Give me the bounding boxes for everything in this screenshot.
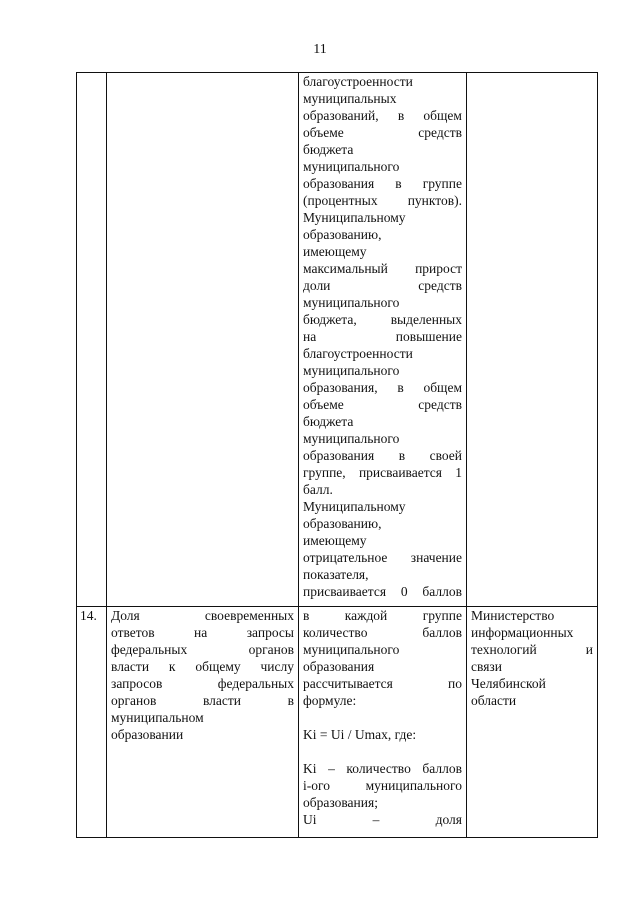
word: группе	[422, 176, 462, 191]
word: муниципального	[303, 295, 400, 310]
word: –	[328, 761, 335, 776]
word: группе	[422, 608, 462, 623]
word: i-ого	[303, 778, 330, 793]
text-line	[111, 726, 294, 743]
text-line	[303, 675, 462, 692]
word: общем	[423, 108, 462, 123]
word: Министерство	[471, 608, 555, 623]
word: Челябинской	[471, 676, 546, 691]
blank-line	[303, 709, 462, 726]
text-line	[471, 607, 593, 624]
text-line	[303, 777, 462, 794]
word: и	[585, 642, 593, 657]
text-line	[303, 311, 462, 328]
text-line	[471, 641, 593, 658]
text-line	[111, 624, 294, 641]
word: в	[395, 176, 402, 191]
word: муниципального	[365, 778, 462, 793]
word: в	[397, 380, 404, 395]
word: своевременных	[204, 608, 294, 623]
word: ответов	[111, 625, 155, 640]
word: средств	[418, 278, 462, 293]
word: общем	[423, 380, 462, 395]
word: присваивается	[358, 465, 442, 480]
word: образования	[303, 176, 375, 191]
text-line	[303, 226, 462, 243]
text-line	[303, 760, 462, 777]
word: бюджета	[303, 414, 354, 429]
word: связи	[471, 659, 502, 674]
word: Ki	[303, 761, 317, 776]
word: общему	[195, 659, 241, 674]
text-line	[303, 277, 462, 294]
word: муниципального	[303, 642, 400, 657]
word: (процентных	[303, 193, 378, 208]
text-line	[303, 726, 462, 743]
text-line	[303, 430, 462, 447]
row2-indicator-cell	[107, 607, 299, 838]
word: на	[303, 329, 317, 344]
row2-responsible-cell	[467, 607, 598, 838]
row1-responsible-cell	[467, 73, 598, 607]
word: каждой	[344, 608, 388, 623]
text-line	[303, 124, 462, 141]
text-line	[303, 209, 462, 226]
word: образования	[303, 659, 375, 674]
text-line	[303, 607, 462, 624]
text-line	[303, 328, 462, 345]
text-line	[303, 481, 462, 498]
word: выделенных	[390, 312, 462, 327]
text-line	[111, 641, 294, 658]
word: в	[303, 608, 310, 623]
word: баллов	[422, 761, 462, 776]
word: бюджета	[303, 142, 354, 157]
word: пунктов).	[407, 193, 462, 208]
text-line	[303, 345, 462, 362]
word: запросов	[111, 676, 163, 691]
word: Муниципальному	[303, 499, 406, 514]
word: группе,	[303, 465, 346, 480]
text-line	[471, 624, 593, 641]
word: бюджета,	[303, 312, 357, 327]
word: федеральных	[111, 642, 188, 657]
word: средств	[418, 125, 462, 140]
text-line	[303, 498, 462, 515]
word: образованию,	[303, 227, 382, 242]
text-line	[303, 260, 462, 277]
text-line	[111, 709, 294, 726]
word: благоустроенности	[303, 346, 413, 361]
word: по	[448, 676, 462, 691]
word: формуле:	[303, 693, 357, 708]
table-row	[77, 73, 598, 607]
text-line	[303, 90, 462, 107]
word: власти	[202, 693, 242, 708]
word: числу	[260, 659, 294, 674]
word: присваивается	[303, 584, 387, 599]
word: количество	[346, 761, 411, 776]
row1-method-cell	[299, 73, 467, 607]
word: своей	[429, 448, 462, 463]
text-line	[303, 532, 462, 549]
word: показателя,	[303, 567, 369, 582]
word: средств	[418, 397, 462, 412]
word: информационных	[471, 625, 574, 640]
word: Доля	[111, 608, 140, 623]
word: органов	[111, 693, 157, 708]
text-line	[111, 692, 294, 709]
row1-indicator-cell	[107, 73, 299, 607]
text-line	[303, 192, 462, 209]
text-line	[111, 658, 294, 675]
text-line	[303, 811, 462, 828]
text-line	[303, 73, 462, 90]
word: балл.	[303, 482, 333, 497]
word: в	[398, 448, 406, 463]
word: в	[287, 693, 294, 708]
word: муниципального	[303, 159, 400, 174]
word: Ki = Ui / Umax, где:	[303, 727, 417, 742]
word: имеющему	[303, 244, 367, 259]
word: образования	[303, 448, 375, 463]
word: благоустроенности	[303, 74, 413, 89]
text-line	[303, 549, 462, 566]
row1-number-cell	[77, 73, 107, 607]
text-line	[303, 658, 462, 675]
word: образованию,	[303, 516, 382, 531]
word: максимальный	[303, 261, 388, 276]
word: муниципальных	[303, 91, 397, 106]
blank-line	[303, 743, 462, 760]
text-line	[303, 379, 462, 396]
word: прирост	[415, 261, 462, 276]
text-line	[303, 566, 462, 583]
text-line	[303, 692, 462, 709]
text-line	[303, 175, 462, 192]
text-line	[303, 243, 462, 260]
word: образования,	[303, 380, 378, 395]
text-line	[471, 675, 593, 692]
text-line	[303, 362, 462, 379]
word: образований,	[303, 108, 379, 123]
word: отрицательное	[303, 550, 388, 565]
row2-method-cell	[299, 607, 467, 838]
word: объеме	[303, 125, 344, 140]
word: имеющему	[303, 533, 367, 548]
text-line	[303, 107, 462, 124]
word: образования;	[303, 795, 378, 810]
word: 1	[455, 465, 462, 480]
text-line	[303, 583, 462, 600]
table-row	[77, 607, 598, 838]
word: образовании	[111, 727, 184, 742]
text-line	[303, 413, 462, 430]
text-line	[303, 294, 462, 311]
word: технологий	[471, 642, 537, 657]
word: количество	[303, 625, 368, 640]
word: федеральных	[217, 676, 294, 691]
text-line	[303, 141, 462, 158]
word: повышение	[395, 329, 462, 344]
text-line	[303, 794, 462, 811]
word: значение	[410, 550, 462, 565]
text-line	[471, 692, 593, 709]
row-number: 14.	[80, 608, 97, 623]
word: муниципального	[303, 431, 400, 446]
word: доли	[303, 278, 331, 293]
word: власти	[111, 659, 150, 674]
word: баллов	[422, 584, 462, 599]
word: 0	[400, 584, 408, 599]
text-line	[303, 158, 462, 175]
text-line	[111, 607, 294, 624]
word: Муниципальному	[303, 210, 406, 225]
word: муниципального	[303, 363, 400, 378]
word: рассчитывается	[303, 676, 393, 691]
word: к	[168, 659, 176, 674]
word: запросы	[246, 625, 294, 640]
page-number: 11	[313, 42, 327, 57]
indicators-table	[76, 72, 598, 838]
text-line	[111, 675, 294, 692]
word: в	[397, 108, 405, 123]
word: –	[372, 812, 380, 827]
text-line	[303, 624, 462, 641]
word: муниципальном	[111, 710, 204, 725]
word: доля	[435, 812, 462, 827]
word: объеме	[303, 397, 344, 412]
text-line	[303, 396, 462, 413]
word: органов	[248, 642, 294, 657]
word: Ui	[303, 812, 317, 827]
word: баллов	[422, 625, 462, 640]
text-line	[303, 447, 462, 464]
text-line	[303, 515, 462, 532]
word: на	[194, 625, 208, 640]
text-line	[303, 464, 462, 481]
text-line	[471, 658, 593, 675]
text-line	[303, 641, 462, 658]
word: области	[471, 693, 517, 708]
row2-number-cell	[77, 607, 107, 838]
